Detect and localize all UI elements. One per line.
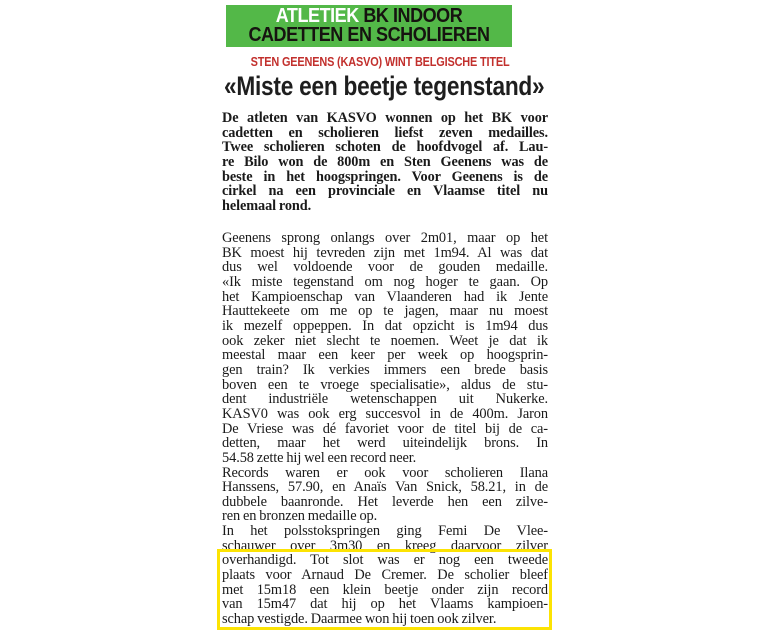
intro-line: Twee scholieren schoten de hoofdvogel af. Lau-: [222, 140, 548, 155]
headline: [224, 72, 550, 101]
banner-section-label: ATLETIEK: [275, 5, 359, 27]
body-line: schap vestigde. Daarmee won hij toen ook zilver.: [222, 612, 497, 627]
banner-line-2: CADETTEN EN SCHOLIEREN: [248, 24, 490, 46]
body-line: het Kampioenschap van Vlaanderen had ik Jente: [222, 289, 548, 305]
body-line: overhandigd. Tot slot was er nog een tweede: [222, 553, 548, 569]
intro-line: re Bilo won de 800m en Sten Geenens was de: [222, 154, 548, 170]
body-line: met 15m18 een klein beetje onder zijn record: [222, 582, 548, 598]
body-line: ik mezelf oppeppen. In dat opzicht is 1m94 dus: [222, 318, 548, 334]
headline-text: «Miste een beetje tegenstand»: [224, 71, 545, 101]
body-line: BK moest hij tevreden zijn met 1m94. Al was dat: [222, 245, 548, 261]
body-line: meestal maar een keer per week op hoogsprin-: [222, 348, 548, 363]
body-line: 54.58 zette hij wel een record neer.: [222, 450, 417, 466]
kicker-text: STEN GEENENS (KASVO) WINT BELGISCHE TITEL: [250, 54, 510, 69]
body-line: boven een te vroege specialisatie», aldus de stu-: [222, 377, 548, 393]
intro-line: cadetten en scholieren liefst zeven medailles.: [222, 125, 548, 141]
body-text: [222, 231, 548, 627]
newspaper-article: [222, 0, 548, 636]
body-line: De Vriese was dé favoriet voor de titel bij de ca-: [222, 421, 548, 437]
body-line: detten, maar het werd uiteindelijk brons. In: [222, 436, 548, 451]
body-line: dus wel voldoende voor de gouden medaille.: [222, 260, 548, 275]
body-line: «Ik miste tegenstand om nog hoger te gaan. Op: [222, 274, 548, 290]
body-line: KASV0 was ook erg succesvol in de 400m. Jaron: [222, 406, 548, 422]
intro-line: helemaal rond.: [222, 198, 312, 214]
intro-line: beste in het hoogspringen. Voor Geenens is de: [222, 169, 548, 185]
body-line: In het polsstokspringen ging Femi De Vlee-: [222, 524, 548, 539]
body-line: Records waren er ook voor scholieren Ilana: [222, 465, 548, 481]
body-line: Hauttekeete om me op te jagen, maar nu moest: [222, 304, 548, 319]
body-line: Geenens sprong onlangs over 2m01, maar op het: [222, 231, 548, 246]
body-line: dubbele baanronde. Het leverde hen een zilve-: [222, 494, 548, 510]
body-line: dent industriële wetenschappen uit Nukerke.: [222, 392, 548, 407]
body-line: van 15m47 dat hij op het Vlaams kampioen-: [222, 597, 548, 613]
section-banner: [226, 5, 512, 47]
body-line: Hanssens, 57.90, en Anaïs Van Snick, 58.21, in de: [222, 480, 548, 495]
intro-paragraph: [222, 111, 548, 214]
body-line: gen train? Ik verkies immers een brede basis: [222, 362, 548, 378]
intro-line: De atleten van KASVO wonnen op het BK voor: [222, 111, 548, 126]
kicker: [226, 55, 512, 70]
body-line: ren en bronzen medaille op.: [222, 509, 378, 525]
body-line: ook zeker niet slecht te noemen. Weet je dat ik: [222, 333, 548, 349]
body-line: plaats voor Arnaud De Cremer. De scholier bleef: [222, 568, 548, 583]
banner-event-label: BK INDOOR: [363, 5, 463, 27]
body-line: schauwer over 3m30 en kreeg daarvoor zilver: [222, 538, 548, 554]
intro-line: cirkel na een provinciale en Vlaamse titel nu: [222, 184, 548, 199]
